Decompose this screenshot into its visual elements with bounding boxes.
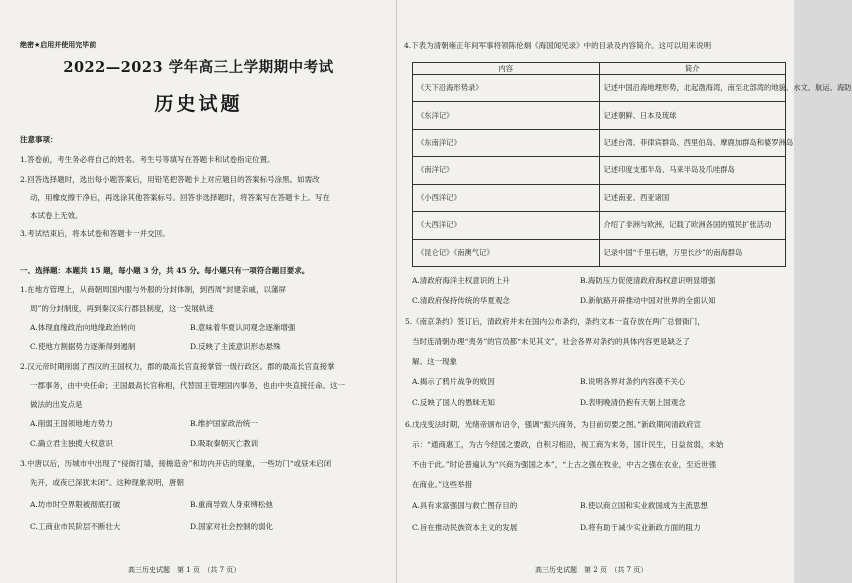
table-header-cell: 简介 [599,63,786,75]
table-cell-book: 《小西洋记》 [413,184,600,211]
subject-title: 历史试题 [154,93,243,115]
question-line: 当时连清朝办理“夷务”的官员都“未见其文”，社会各界对条约的具体内容更是缺乏了 [412,337,690,346]
table-row [413,157,786,184]
note-line: 3.考试结束后，将本试卷和答题卡一并交回。 [20,229,170,238]
table-cell-desc: 记述中国沿海地理形势，北起渤海湾，南至北部湾的地貌、水文、航运、海防 [599,75,786,102]
option-d: D.表明晚清仍抱有天朝上国观念 [580,398,686,407]
content-table [412,62,852,267]
option-b: B.使以商立国和实业救国成为主流思想 [580,501,708,510]
option-c: C.旨在推动民族资本主义的发展 [412,523,518,532]
question-line: 先开，或夜已深犹未闭”。这种现象说明，唐朝 [30,478,184,487]
table-row [413,212,786,239]
option-b: B.意味着华夏认同观念逐渐增强 [190,323,296,332]
note-line: 2.回答选择题时，选出每小题答案后，用铅笔把答题卡上对应题目的答案标号涂黑。如需改 [20,175,320,184]
option-d: D.将有助于减少实业新政方面的阻力 [580,523,701,532]
table-cell-desc: 介绍了非洲与欧洲，记载了欧洲各国的殖民扩张活动 [599,212,786,239]
table-cell-desc: 记述朝鲜、日本及琉球 [599,102,786,129]
option-d: D.国家对社会控制的弱化 [190,522,274,531]
option-d: D.吸取秦朝灭亡教训 [190,439,259,448]
option-c: C.反映了国人的愚昧无知 [412,398,495,407]
page-footer: 高三历史试题 第 1 页 （共 7 页） [128,566,241,574]
note-line: 动，用橡皮擦干净后，再选涂其他答案标号。回答非选择题时，将答案写在答题卡上。写在 [30,193,330,202]
table-cell-book: 《南洋记》 [413,157,600,184]
table-header-row [413,63,786,75]
section-heading: 一、选择题：本题共 15 题，每小题 3 分，共 45 分。每小题只有一项符合题目要求。 [20,266,310,275]
question-line: 做法的出发点是 [30,400,83,409]
option-c: C.工商业市民阶层不断壮大 [30,522,121,531]
option-a: A.揭示了鸦片战争的败因 [412,377,495,386]
option-b: B.说明各界对条约内容漠不关心 [580,377,686,386]
option-a: A.体现血缘政治向地缘政治转向 [30,323,136,332]
question-line: 4.下表为清朝雍正年间军事将领陈伦炯《海国闻见录》中的目录及内容简介。这可以用来说明 [404,41,712,50]
question-line: 6.戊戌变法时期，光绪帝颁布诏令，强调“振兴商务，为目前切要之图。”新政期间清政府宣 [405,420,702,429]
table-cell-book: 《昆仑记》《南澳气记》 [413,239,600,266]
option-d: D.新航路开辟推动中国对世界的全面认知 [580,296,716,305]
option-b: B.维护国家政治统一 [190,419,258,428]
exam-title: 2022—2023 学年高三上学期期中考试 [63,59,334,76]
table-row [413,184,786,211]
option-d: D.反映了主流意识形态悬殊 [190,342,281,351]
table-row [413,102,786,129]
note-line: 1.答卷前，考生务必将自己的姓名、考生号等填写在答题卡和试卷指定位置。 [20,155,275,164]
question-line: 5.《南京条约》签订后，清政府并未在国内公布条约，条约文本一直存放在两广总督衙门， [405,317,705,326]
option-a: A.清政府海洋主权意识的上升 [412,276,510,285]
option-b: B.重商导致人身束缚松弛 [190,500,273,509]
page-footer: 高三历史试题 第 2 页 （共 7 页） [535,566,648,574]
table-cell-desc: 记述印度支那半岛、马来半岛及爪哇群岛 [599,157,786,184]
table-cell-book: 《东南洋记》 [413,129,600,156]
question-line: 一郡事务，由中央任命；王国最高长官称相，代替国王管理国内事务，也由中央直接任命。这一 [30,381,345,390]
option-c: C.确立君主独揽大权意识 [30,439,113,448]
option-a: A.具有求富强国与救亡图存目的 [412,501,518,510]
table-header-cell: 内容 [413,63,600,75]
option-a: A.坊市时空界限被彻底打破 [30,500,121,509]
exam-page-1 [0,0,397,583]
question-line: 1.在地方管理上，从商朝周国内服与外服的分封体制，到西周“封建亲戚，以藩屏 [20,285,286,294]
question-line: 周”的分封制度，再到秦汉实行郡县制度，这一发展轨迹 [30,304,214,313]
note-line: 本试卷上无效。 [30,211,83,220]
question-line: 2.汉元帝时期削弱了西汉的王国权力，郡的最高长官直接掌管一级行政区。郡的最高长官直接掌 [20,362,335,371]
question-line: 示：“通商惠工，为古今经国之要政，自积习相沿，视工商为末务，国计民生，日益贫弱，未始 [412,440,724,449]
table-cell-book: 《天下沿海形势录》 [413,75,600,102]
table-cell-desc: 记录中国“千里石塘，万里长沙”的南海群岛 [599,239,786,266]
table-cell-desc: 记述南亚、西亚诸国 [599,184,786,211]
table-row [413,129,786,156]
question-line: 在商业。”这些举措 [412,480,473,489]
table-cell-book: 《大西洋记》 [413,212,600,239]
question-line: 解。这一现象 [412,357,457,366]
notes-heading: 注意事项： [20,135,58,144]
option-c: C.清政府保持传统的华夏观念 [412,296,510,305]
option-b: B.海防压力促使清政府海权意识明显增强 [580,276,716,285]
question-line: 不由于此。”时论普遍认为“兴商为强国之本”，“上古之强在牧业，中古之强在农业，至近世强 [412,460,717,469]
table-row [413,75,786,102]
option-a: A.削弱王国领地地方势力 [30,419,113,428]
question-line: 3.中唐以后，历城市中出现了“侵街打墙，接檐造舍”和坊内开店的现象，一些坊门“或昼未启闭 [20,459,332,468]
option-c: C.使地方割据势力逐渐得到遏制 [30,342,136,351]
table-row [413,239,786,266]
table-cell-desc: 记述台湾、菲律宾群岛、西里伯岛、摩鹿加群岛和婆罗洲岛 [599,129,786,156]
table-cell-book: 《东洋记》 [413,102,600,129]
confidential-mark: 绝密★启用并使用完毕前 [20,41,97,49]
